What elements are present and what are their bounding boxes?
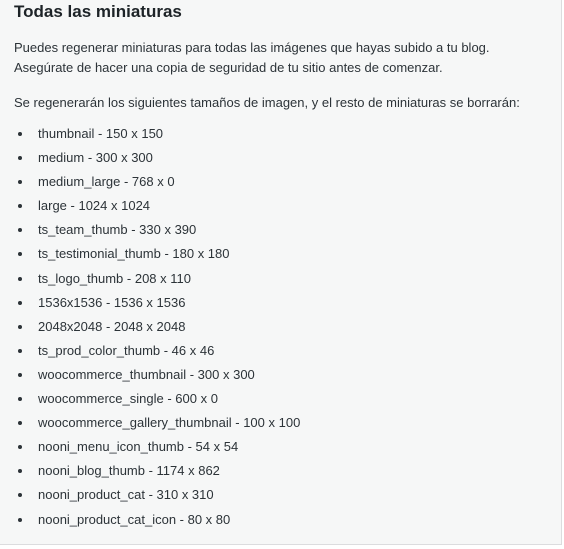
size-label: woocommerce_single - 600 x 0 <box>38 391 218 407</box>
list-item <box>14 170 549 194</box>
list-item <box>14 435 549 459</box>
bullet-icon <box>18 445 22 449</box>
list-item <box>14 339 549 363</box>
bullet-icon <box>18 421 22 425</box>
bullet-icon <box>18 469 22 473</box>
bullet-icon <box>18 204 22 208</box>
size-label: 1536x1536 - 1536 x 1536 <box>38 294 186 310</box>
list-item <box>14 218 549 242</box>
bullet-icon <box>18 132 22 136</box>
size-label: nooni_product_cat_icon - 80 x 80 <box>38 511 231 527</box>
size-label: large - 1024 x 1024 <box>38 198 151 214</box>
section-title: Todas las miniaturas <box>14 2 182 21</box>
bullet-icon <box>18 180 22 184</box>
list-item <box>14 315 549 339</box>
size-label: nooni_blog_thumb - 1174 x 862 <box>38 463 220 479</box>
bullet-icon <box>18 349 22 353</box>
size-label: ts_testimonial_thumb - 180 x 180 <box>38 246 230 262</box>
bullet-icon <box>18 397 22 401</box>
image-sizes-list <box>14 122 549 532</box>
size-label: thumbnail - 150 x 150 <box>38 126 164 141</box>
size-label: ts_prod_color_thumb - 46 x 46 <box>38 342 215 358</box>
bullet-icon <box>18 156 22 160</box>
list-item <box>14 194 549 218</box>
size-label: ts_logo_thumb - 208 x 110 <box>38 270 191 286</box>
intro-line-2: Asegúrate de hacer una copia de seguridad de tu sitio antes de comenzar. <box>14 60 443 75</box>
bullet-icon <box>18 228 22 232</box>
intro-text <box>14 38 549 78</box>
list-item <box>14 508 549 532</box>
size-label: 2048x2048 - 2048 x 2048 <box>38 318 186 334</box>
size-label: medium_large - 768 x 0 <box>38 174 175 190</box>
list-item <box>14 411 549 435</box>
bullet-icon <box>18 325 22 329</box>
bullet-icon <box>18 252 22 256</box>
bullet-icon <box>18 373 22 377</box>
bullet-icon <box>18 277 22 281</box>
size-label: medium - 300 x 300 <box>38 150 153 166</box>
list-item <box>14 267 549 291</box>
list-item <box>14 146 549 170</box>
bullet-icon <box>18 301 22 305</box>
sizes-lead-text: Se regenerarán los siguientes tamaños de imagen, y el resto de miniaturas se borrarán: <box>14 95 520 110</box>
list-item <box>14 363 549 387</box>
size-label: woocommerce_thumbnail - 300 x 300 <box>38 366 255 382</box>
size-label: ts_team_thumb - 330 x 390 <box>38 222 197 238</box>
size-label: woocommerce_gallery_thumbnail - 100 x 100 <box>38 415 301 431</box>
list-item <box>14 483 549 507</box>
bullet-icon <box>18 518 22 522</box>
list-item <box>14 242 549 266</box>
size-label: nooni_menu_icon_thumb - 54 x 54 <box>38 439 239 455</box>
list-item <box>14 122 549 146</box>
bullet-icon <box>18 493 22 497</box>
size-label: nooni_product_cat - 310 x 310 <box>38 487 214 503</box>
intro-line-1: Puedes regenerar miniaturas para todas las imágenes que hayas subido a tu blog. <box>14 40 490 55</box>
list-item <box>14 387 549 411</box>
list-item <box>14 291 549 315</box>
list-item <box>14 459 549 483</box>
